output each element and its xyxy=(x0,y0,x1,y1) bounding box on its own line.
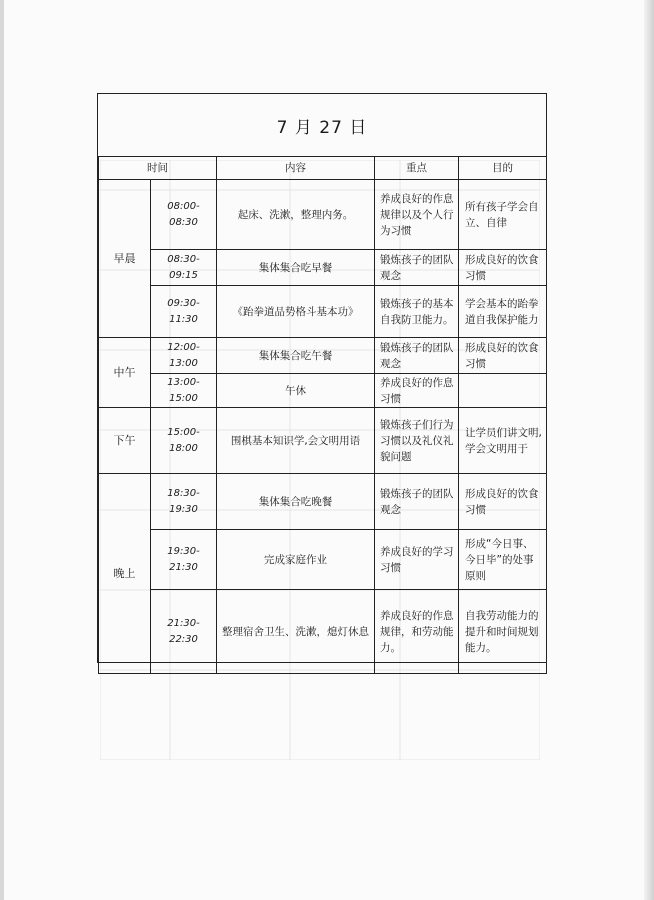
row-content: 集体集合吃晚餐 xyxy=(217,474,375,530)
row-content: 午休 xyxy=(217,374,375,408)
period-afternoon: 下午 xyxy=(99,408,151,474)
row-time: 15:00-18:00 xyxy=(151,408,217,474)
row-time: 13:00-15:00 xyxy=(151,374,217,408)
period-noon: 中午 xyxy=(99,338,151,408)
header-time: 时间 xyxy=(99,157,217,180)
row-focus: 锻炼孩子的基本自我防卫能力。 xyxy=(375,286,459,338)
row-time: 21:30-22:30 xyxy=(151,590,217,674)
table-row xyxy=(99,286,547,338)
table-row xyxy=(99,408,547,474)
row-goal: 让学员们讲文明,学会文明用于 xyxy=(459,408,547,474)
table-row xyxy=(99,590,547,674)
row-goal: 自我劳动能力的提升和时间规划能力。 xyxy=(459,590,547,674)
date-title: 7 月 27 日 xyxy=(98,94,546,157)
row-content: 集体集合吃午餐 xyxy=(217,338,375,374)
row-focus: 锻炼孩子的团队观念 xyxy=(375,338,459,374)
row-time: 09:30-11:30 xyxy=(151,286,217,338)
row-focus: 养成良好的作息规律，和劳动能力。 xyxy=(375,590,459,674)
table-row xyxy=(99,338,547,374)
scan-edge-left xyxy=(0,0,4,900)
row-focus: 养成良好的学习习惯 xyxy=(375,530,459,590)
row-focus: 锻炼孩子的团队观念 xyxy=(375,250,459,286)
period-morning: 早晨 xyxy=(99,180,151,338)
row-time: 18:30-19:30 xyxy=(151,474,217,530)
table-row xyxy=(99,180,547,250)
row-goal: 形成良好的饮食习惯 xyxy=(459,250,547,286)
row-time: 08:00-08:30 xyxy=(151,180,217,250)
row-focus: 养成良好的作息规律以及个人行为习惯 xyxy=(375,180,459,250)
row-goal: 学会基本的跆拳道自我保护能力 xyxy=(459,286,547,338)
row-focus: 锻炼孩子的团队观念 xyxy=(375,474,459,530)
row-content: 整理宿舍卫生、洗漱，熄灯休息 xyxy=(217,590,375,674)
schedule-table xyxy=(98,156,547,674)
row-goal: 形成“今日事、今日毕”的处事原则 xyxy=(459,530,547,590)
row-goal: 所有孩子学会自立、自律 xyxy=(459,180,547,250)
row-time: 08:30-09:15 xyxy=(151,250,217,286)
schedule-sheet xyxy=(97,93,547,663)
row-content: 围棋基本知识学,会文明用语 xyxy=(217,408,375,474)
row-goal: 形成良好的饮食习惯 xyxy=(459,338,547,374)
row-content: 起床、洗漱，整理内务。 xyxy=(217,180,375,250)
row-content: 《跆拳道品势格斗基本功》 xyxy=(217,286,375,338)
period-evening: 晚上 xyxy=(99,474,151,674)
table-row xyxy=(99,374,547,408)
row-content: 集体集合吃早餐 xyxy=(217,250,375,286)
header-content: 内容 xyxy=(217,157,375,180)
row-time: 12:00-13:00 xyxy=(151,338,217,374)
header-goal: 目的 xyxy=(459,157,547,180)
scan-edge-right xyxy=(644,0,654,900)
row-focus: 锻炼孩子们行为习惯以及礼仪礼貌问题 xyxy=(375,408,459,474)
row-goal xyxy=(459,374,547,408)
row-goal: 形成良好的饮食习惯 xyxy=(459,474,547,530)
row-focus: 养成良好的作息习惯 xyxy=(375,374,459,408)
table-row xyxy=(99,474,547,530)
header-row xyxy=(99,157,547,180)
row-content: 完成家庭作业 xyxy=(217,530,375,590)
table-row xyxy=(99,250,547,286)
table-row xyxy=(99,530,547,590)
header-focus: 重点 xyxy=(375,157,459,180)
row-time: 19:30-21:30 xyxy=(151,530,217,590)
